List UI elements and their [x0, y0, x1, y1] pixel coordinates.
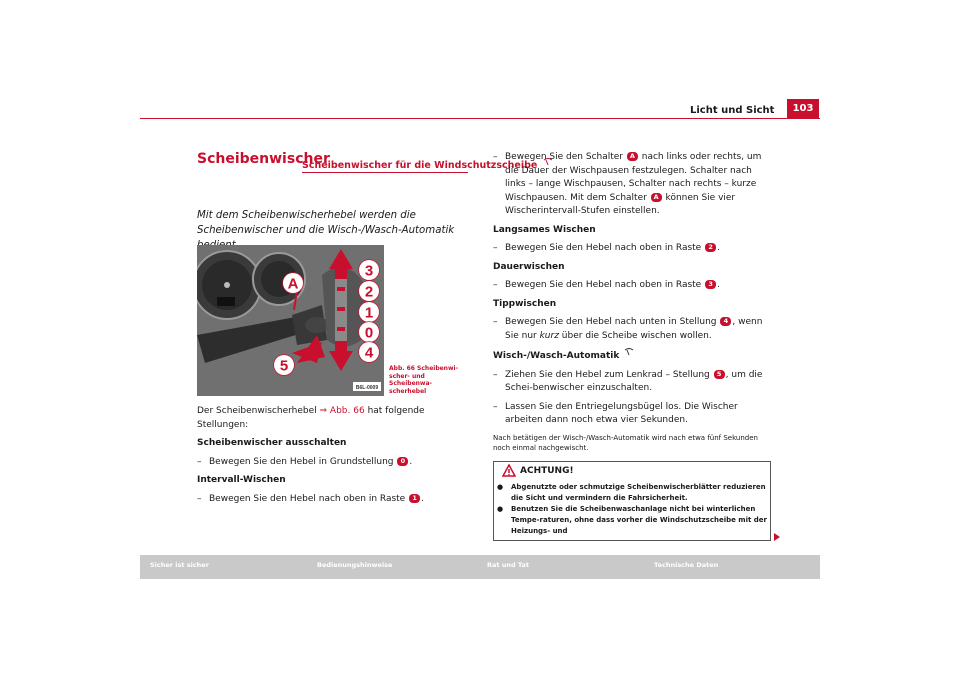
heading-interval: Intervall-Wischen	[197, 475, 286, 485]
step-text: Bewegen Sie den Hebel in Grundstellung	[209, 456, 394, 467]
step-auto	[493, 369, 771, 396]
subsection-title-text: Scheibenwischer für die Windschutzscheibe	[302, 160, 538, 171]
heading-text: Wisch-/Wasch-Automatik	[493, 351, 620, 361]
figure-label-a: A	[287, 275, 299, 293]
washer-icon	[624, 348, 634, 356]
emphasis: kurz	[539, 330, 559, 341]
step-text: Ziehen Sie den Hebel zum Lenkrad – Stellung	[505, 369, 710, 380]
header-rule	[140, 118, 820, 119]
footer-tab-technical[interactable]: Technische Daten	[654, 561, 719, 569]
step-text: können Sie vier Wischerintervall-Stufen einstellen.	[505, 192, 736, 216]
step-interval-switch	[493, 151, 771, 219]
warning-title: ACHTUNG!	[520, 465, 574, 476]
wiper-lever-figure	[197, 245, 384, 396]
position-badge: 3	[705, 280, 716, 289]
warning-bullet: ● Abgenutzte oder schmutzige Scheibenwischerblätter reduzieren die Sicht und vermindern die Fahrsicherheit.	[497, 482, 767, 504]
intro-pre: Der Scheibenwischerhebel	[197, 406, 320, 416]
note-text: Nach betätigen der Wisch-/Wasch-Automatik wird nach etwa fünf Sekunden noch einmal nachgewischt.	[493, 433, 758, 452]
step-text: Bewegen Sie den Hebel nach oben in Raste	[505, 243, 702, 253]
position-badge: A	[627, 152, 638, 161]
lever-positions-intro	[197, 405, 472, 432]
footer-nav	[140, 555, 820, 579]
step-slow: – Bewegen Sie den Hebel nach oben in Raste 2 .	[493, 242, 771, 256]
step-text: Bewegen Sie den Hebel nach unten in Stellung	[505, 317, 717, 327]
step-interval: – Bewegen Sie den Hebel nach oben in Raste 1 .	[197, 493, 472, 507]
footer-tab-operation[interactable]: Bedienungshinweise	[317, 561, 393, 569]
warning-triangle-icon	[502, 464, 516, 477]
position-badge: 5	[714, 370, 725, 379]
running-header: Licht und Sicht	[690, 105, 775, 116]
position-badge: 2	[705, 243, 716, 252]
page-number: 103	[787, 99, 819, 118]
footer-tab-safety[interactable]: Sicher ist sicher	[150, 561, 209, 569]
warning-box	[493, 461, 771, 541]
figure-label-4: 4	[364, 344, 374, 362]
continue-arrow-icon	[774, 533, 780, 541]
step-text: nach links oder rechts, um die Dauer der Wischpausen festzulegen. Schalter nach links – lange Wischpausen, Schalter nach rechts – kurze Wischpausen. Mit dem Schalter	[505, 152, 762, 203]
step-release: – Lassen Sie den Entriegelungsbügel los. Die Wischer arbeiten dann noch etwa vier Sekunden.	[493, 401, 771, 428]
step-continuous: – Bewegen Sie den Hebel nach oben in Raste 3 .	[493, 279, 771, 293]
figure-reference-link[interactable]: ⇒ Abb. 66	[319, 406, 365, 416]
step-text: Bewegen Sie den Schalter	[505, 152, 623, 162]
footer-tab-advice[interactable]: Rat und Tat	[487, 561, 530, 569]
left-column	[197, 405, 472, 511]
intro-text: Mit dem Scheibenwischerhebel werden die Scheibenwischer und die Wisch-/Wasch-Automatik	[197, 210, 455, 236]
wiper-lever-illustration	[197, 245, 384, 396]
figure-caption: Abb. 66 Scheibenwi-scher- und Scheibenwa-scherhebel	[389, 365, 459, 395]
right-column	[493, 151, 771, 541]
figure-label-1: 1	[364, 304, 374, 322]
step-text: Bewegen Sie den Hebel nach oben in Raste	[505, 280, 702, 290]
step-wiper-off: – Bewegen Sie den Hebel in Grundstellung 0 .	[197, 456, 472, 470]
figure-label-5: 5	[279, 357, 289, 375]
position-badge: A	[651, 193, 662, 202]
figure-label-3: 3	[364, 262, 374, 280]
heading-continuous: Dauerwischen	[493, 261, 565, 272]
warning-header	[494, 462, 770, 480]
heading-tip: Tippwischen	[493, 298, 557, 309]
section-title: Scheibenwischer	[197, 151, 330, 167]
heading-slow: Langsames Wischen	[493, 224, 596, 235]
position-badge: 4	[720, 317, 731, 326]
step-text: , wenn Sie nur	[505, 317, 763, 341]
heading-wiper-off: Scheibenwischer ausschalten	[197, 438, 347, 448]
subsection-rule	[302, 172, 468, 173]
intro-post: hat folgende Stellungen:	[197, 406, 425, 430]
position-badge: 1	[409, 494, 420, 503]
figure-label-2: 2	[364, 283, 374, 301]
step-text: über die Scheibe wischen wollen.	[558, 330, 712, 341]
figure-label-0: 0	[364, 324, 374, 342]
step-text: Bewegen Sie den Hebel nach oben in Raste	[209, 493, 406, 504]
figure-code: B6L-0009	[355, 385, 379, 391]
warning-bullet: ● Benutzen Sie die Scheibenwaschanlage nicht bei winterlichen Tempe-raturen, ohne dass vorher die Windschutzscheibe mit der Heizungs- und	[497, 504, 767, 537]
step-text: , um die Schei-benwischer einzuschalten.	[505, 369, 763, 393]
step-tip	[493, 316, 771, 343]
heading-auto	[493, 348, 771, 364]
position-badge: 0	[397, 457, 408, 466]
